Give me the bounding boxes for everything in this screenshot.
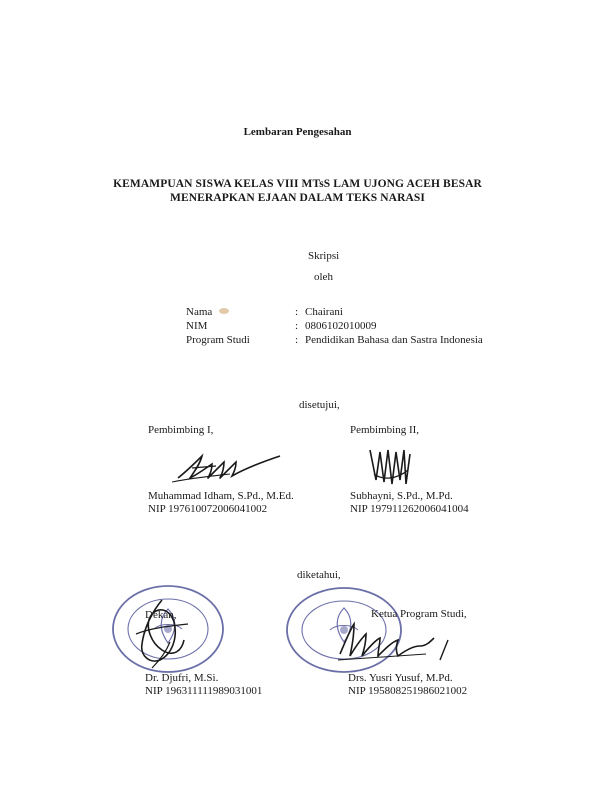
name-value: Chairani xyxy=(305,306,343,318)
supervisor1-nip: NIP 197610072006041002 xyxy=(148,503,268,515)
nim-sep: : xyxy=(295,320,299,332)
name-label: Nama xyxy=(186,306,213,318)
head-name: Drs. Yusri Yusuf, M.Pd. xyxy=(348,672,453,684)
supervisor2-nip: NIP 197911262006041004 xyxy=(350,503,469,515)
page-title: Lembaran Pengesahan xyxy=(243,126,352,138)
acknowledged-label: diketahui, xyxy=(297,569,341,581)
name-sep: : xyxy=(295,306,299,318)
dean-role: Dekan, xyxy=(145,609,177,621)
head-role: Ketua Program Studi, xyxy=(371,608,467,620)
head-nip: NIP 195808251986021002 xyxy=(348,685,468,697)
supervisor1-signature xyxy=(172,448,284,484)
supervisor1-name: Muhammad Idham, S.Pd., M.Ed. xyxy=(148,490,294,502)
nim-label: NIM xyxy=(186,320,208,332)
supervisor2-signature xyxy=(366,444,414,492)
supervisor2-name: Subhayni, S.Pd., M.Pd. xyxy=(350,490,453,502)
supervisor2-role: Pembimbing II, xyxy=(350,424,420,436)
nim-value: 0806102010009 xyxy=(305,320,377,332)
program-sep: : xyxy=(295,334,299,346)
thesis-title-line2: MENERAPKAN EJAAN DALAM TEKS NARASI xyxy=(170,192,425,204)
approved-label: disetujui, xyxy=(299,399,340,411)
smudge-mark xyxy=(219,308,229,314)
dean-name: Dr. Djufri, M.Si. xyxy=(145,672,219,684)
supervisor1-role: Pembimbing I, xyxy=(148,424,214,436)
by-label: oleh xyxy=(314,271,333,283)
program-label: Program Studi xyxy=(186,334,250,346)
program-value: Pendidikan Bahasa dan Sastra Indonesia xyxy=(305,334,483,346)
dean-nip: NIP 196311111989031001 xyxy=(145,685,263,697)
thesis-title-line1: KEMAMPUAN SISWA KELAS VIII MTsS LAM UJONG ACEH BESAR xyxy=(113,178,482,190)
document-type: Skripsi xyxy=(308,250,340,262)
head-signature xyxy=(336,620,462,666)
dean-signature xyxy=(122,594,202,674)
